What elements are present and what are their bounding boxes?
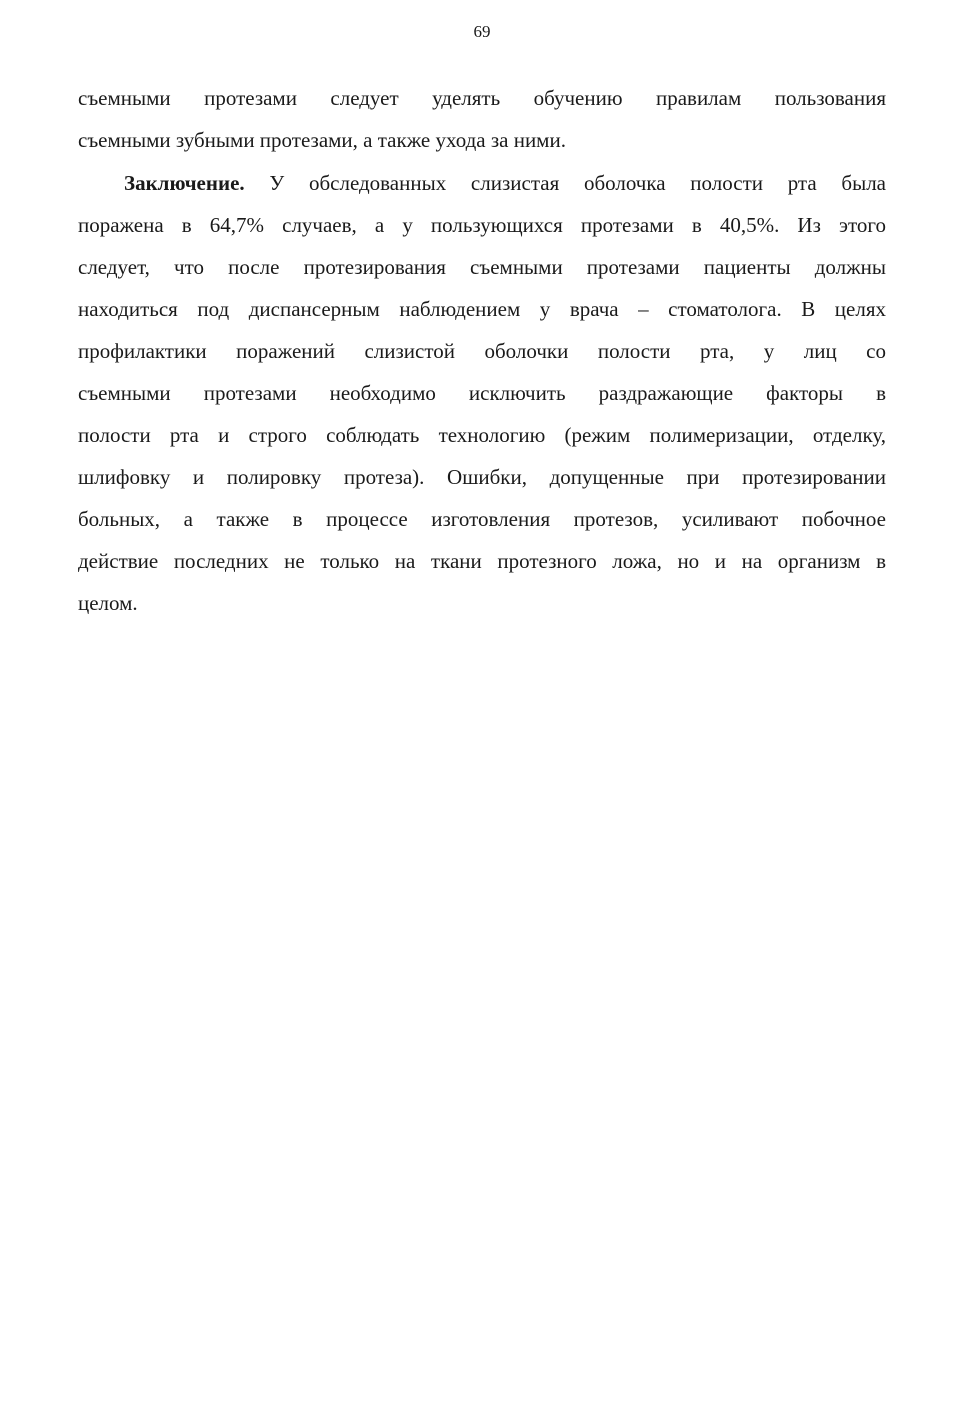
conclusion-heading: Заключение. <box>124 171 245 195</box>
paragraph-line: шлифовку и полировку протеза). Ошибки, допущенные при протезировании <box>78 465 886 489</box>
paragraph-line: больных, а также в процессе изготовления протезов, усиливают побочное <box>78 507 886 531</box>
paragraph-line: находиться под диспансерным наблюдением у врача – стоматолога. В целях <box>78 297 886 321</box>
page-number: 69 <box>473 22 491 41</box>
paragraph-line: следует, что после протезирования съемными протезами пациенты должны <box>78 255 886 279</box>
paragraph-line: полости рта и строго соблюдать технологию (режим полимеризации, отделку, <box>78 423 886 447</box>
paragraph-line-text: У обследованных слизистая оболочка полости рта была <box>269 171 886 195</box>
conclusion-paragraph <box>78 162 886 624</box>
paragraph-line: поражена в 64,7% случаев, а у пользующихся протезами в 40,5%. Из этого <box>78 213 886 237</box>
paragraph-first-line <box>78 162 886 204</box>
paragraph-line: действие последних не только на ткани протезного ложа, но и на организм в <box>78 549 886 573</box>
paragraph-continuation <box>78 77 886 161</box>
paragraph-line: профилактики поражений слизистой оболочки полости рта, у лиц со <box>78 339 886 363</box>
paragraph-line: целом. <box>78 591 138 615</box>
paragraph-line: съемными протезами необходимо исключить раздражающие факторы в <box>78 381 886 405</box>
paragraph-line: съемными зубными протезами, а также ухода за ними. <box>78 128 566 152</box>
paragraph-line: съемными протезами следует уделять обучению правилам пользования <box>78 86 886 110</box>
